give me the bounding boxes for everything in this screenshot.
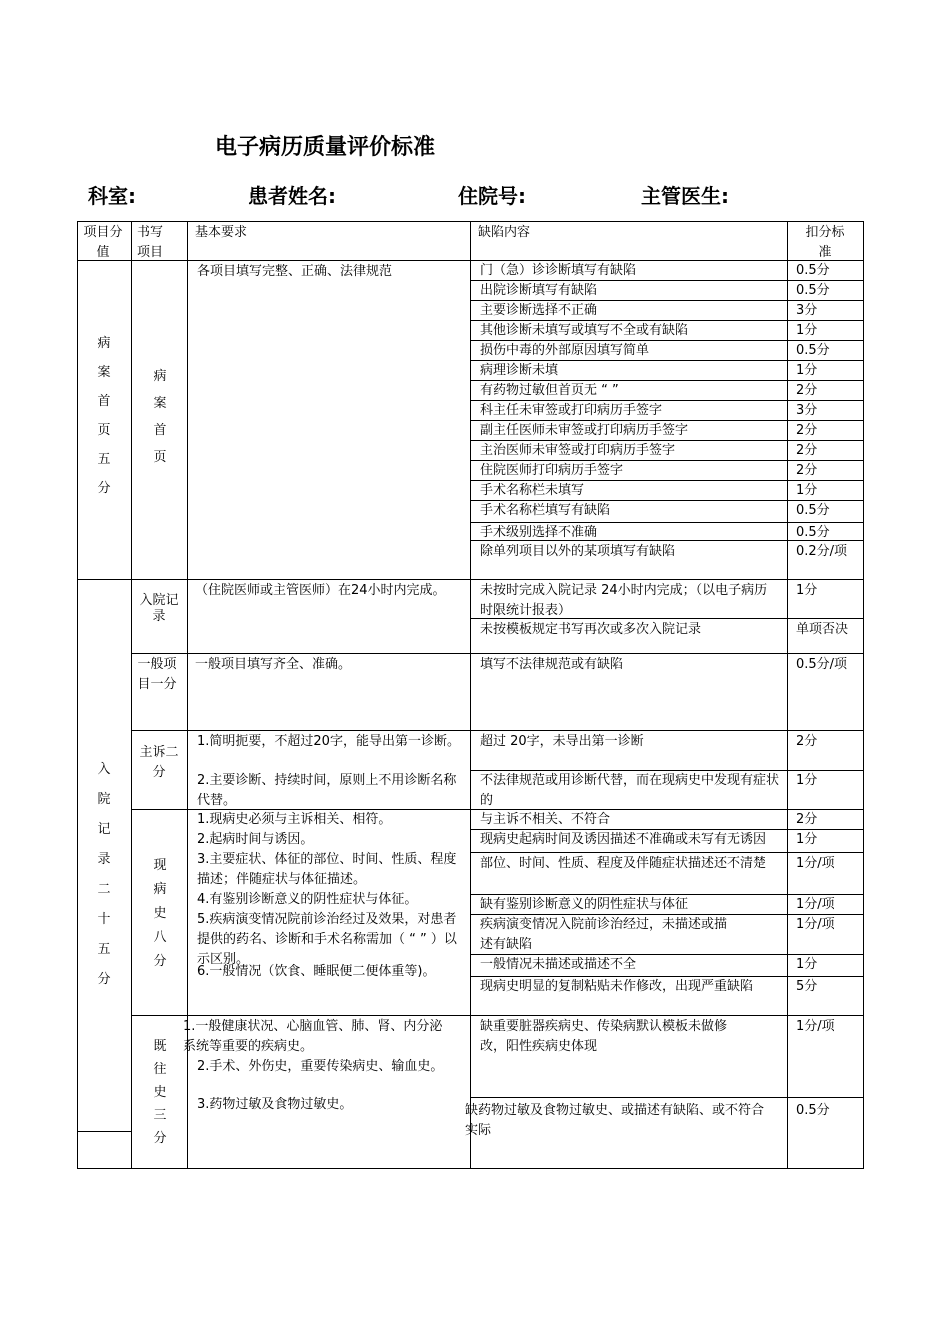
present-req: 6.一般情况（饮食、睡眠便二便体重等)。 <box>197 964 436 979</box>
present-defect: 一般情况未描述或描述不全 <box>480 957 637 972</box>
fp-defect: 除单列项目以外的某项填写有缺陷 <box>480 544 676 559</box>
present-defect: 部位、时间、性质、程度及伴随症状描述还不清楚 <box>480 856 767 871</box>
present-req: 4.有鉴别诊断意义的阴性症状与体征。 <box>197 892 418 907</box>
admission-record-deduct: 单项否决 <box>796 622 849 637</box>
fp-defect: 损伤中毒的外部原因填写简单 <box>480 343 650 358</box>
fp-deduct: 1分 <box>796 483 818 498</box>
present-deduct: 1分/项 <box>796 917 835 932</box>
fp-deduct: 2分 <box>796 463 818 478</box>
present-deduct: 1分 <box>796 957 818 972</box>
present-req: 2.起病时间与诱因。 <box>197 832 314 847</box>
patient-name-label: 患者姓名: <box>248 184 336 208</box>
complaint-req: 2.主要诊断、持续时间，原则上不用诊断名称代替。 <box>197 773 457 808</box>
fp-deduct: 0.2分/项 <box>796 544 848 559</box>
general-defect: 填写不法律规范或有缺陷 <box>480 657 624 672</box>
present-req: 5.疾病演变情况院前诊治经过及效果，对患者提供的药名、诊断和手术名称需加（ “ ” ）以示区别。 <box>197 912 457 967</box>
fp-deduct: 0.5分 <box>796 283 830 298</box>
present-sub: 现病史八分 <box>153 858 167 969</box>
fp-deduct: 1分 <box>796 323 818 338</box>
fp-deduct: 3分 <box>796 303 818 318</box>
past-deduct: 1分/项 <box>796 1019 835 1034</box>
admission-record-defect: 未按时完成入院记录 24小时内完成；（以电子病历时限统计报表） <box>480 583 768 618</box>
fp-deduct: 3分 <box>796 403 818 418</box>
general-req: 一般项目填写齐全、准确。 <box>195 657 352 672</box>
fp-defect: 出院诊断填写有缺陷 <box>480 283 598 298</box>
present-deduct: 1分 <box>796 832 818 847</box>
fp-defect: 主要诊断选择不正确 <box>480 303 598 318</box>
admission-item-score: 入院记录二十五分 <box>97 762 111 987</box>
fp-defect: 手术名称栏填写有缺陷 <box>480 503 611 518</box>
fp-deduct: 0.5分 <box>796 525 830 540</box>
complaint-deduct: 2分 <box>796 734 818 749</box>
fp-deduct: 2分 <box>796 383 818 398</box>
present-defect: 疾病演变情况入院前诊治经过，未描述或描述有缺陷 <box>480 917 728 952</box>
header-fields <box>88 180 848 210</box>
admission-record-sub: 入院记录 <box>139 593 179 624</box>
past-defect: 缺重要脏器疾病史、传染病默认模板未做修改，阳性疾病史体现 <box>480 1019 728 1054</box>
present-deduct: 2分 <box>796 812 818 827</box>
present-req: 3.主要症状、体征的部位、时间、性质、程度描述；伴随症状与体征描述。 <box>197 852 457 887</box>
present-defect: 现病史明显的复制粘贴未作修改，出现严重缺陷 <box>480 979 754 994</box>
header-item-score: 项目分值 <box>83 225 123 260</box>
fp-defect: 手术名称栏未填写 <box>480 483 585 498</box>
present-req: 1.现病史必须与主诉相关、相符。 <box>197 812 392 827</box>
header-defect: 缺陷内容 <box>478 225 531 240</box>
present-deduct: 1分/项 <box>796 856 835 871</box>
general-sub: 一般项目一分 <box>137 657 177 692</box>
past-defect: 缺药物过敏及食物过敏史、或描述有缺陷、或不符合实际 <box>465 1103 765 1138</box>
present-deduct: 5分 <box>796 979 818 994</box>
evaluation-table <box>77 221 864 1169</box>
fp-defect: 门（急）诊诊断填写有缺陷 <box>480 263 637 278</box>
complaint-defect: 超过 20字，未导出第一诊断 <box>480 734 644 749</box>
fp-defect: 手术级别选择不准确 <box>480 525 598 540</box>
fp-defect: 其他诊断未填写或填写不全或有缺陷 <box>480 323 689 338</box>
general-deduct: 0.5分/项 <box>796 657 848 672</box>
fp-deduct: 0.5分 <box>796 263 830 278</box>
present-deduct: 1分/项 <box>796 897 835 912</box>
fp-defect: 副主任医师未审签或打印病历手签字 <box>480 423 689 438</box>
past-req: 3.药物过敏及食物过敏史。 <box>197 1097 353 1112</box>
complaint-req: 1.简明扼要，不超过20字，能导出第一诊断。 <box>197 734 460 749</box>
attending-doctor-label: 主管医生: <box>641 184 729 208</box>
header-writing-item: 书写项目 <box>136 225 163 260</box>
fp-defect: 主治医师未审签或打印病历手签字 <box>480 443 676 458</box>
department-label: 科室: <box>88 184 136 208</box>
fp-deduct: 2分 <box>796 443 818 458</box>
present-defect: 现病史起病时间及诱因描述不准确或未写有无诱因 <box>480 832 767 847</box>
document-title: 电子病历质量评价标准 <box>215 135 436 160</box>
admission-record-defect: 未按模板规定书写再次或多次入院记录 <box>480 622 702 637</box>
past-req: 2.手术、外伤史，重要传染病史、输血史。 <box>197 1059 444 1074</box>
past-req: 1.一般健康状况、心脑血管、肺、肾、内分泌系统等重要的疾病史。 <box>183 1019 443 1054</box>
first-page-item-score: 病案首页五分 <box>97 336 111 496</box>
admission-record-req: （住院医师或主管医师）在24小时内完成。 <box>195 583 446 598</box>
first-page-req: 各项目填写完整、正确、法律规范 <box>197 264 393 279</box>
fp-deduct: 0.5分 <box>796 343 830 358</box>
complaint-sub: 主诉二分 <box>139 745 179 780</box>
admission-no-label: 住院号: <box>458 184 526 208</box>
fp-deduct: 0.5分 <box>796 503 830 518</box>
fp-defect: 住院医师打印病历手签字 <box>480 463 624 478</box>
present-defect: 缺有鉴别诊断意义的阴性症状与体征 <box>480 897 689 912</box>
complaint-defect: 不法律规范或用诊断代替，而在现病史中发现有症状的 <box>480 773 780 808</box>
first-page-sub: 病案首页 <box>153 369 167 465</box>
fp-defect: 病理诊断未填 <box>480 363 559 378</box>
admission-record-deduct: 1分 <box>796 583 818 598</box>
fp-deduct: 1分 <box>796 363 818 378</box>
past-sub: 既往史三分 <box>153 1039 167 1146</box>
present-defect: 与主诉不相关、不符合 <box>480 812 611 827</box>
fp-defect: 科主任未审签或打印病历手签字 <box>480 403 663 418</box>
fp-defect: 有药物过敏但首页无 “ ” <box>480 383 619 398</box>
past-deduct: 0.5分 <box>796 1103 830 1118</box>
complaint-deduct: 1分 <box>796 773 818 788</box>
header-basic-req: 基本要求 <box>195 225 248 240</box>
header-deduct: 扣分标准 <box>805 225 845 260</box>
fp-deduct: 2分 <box>796 423 818 438</box>
